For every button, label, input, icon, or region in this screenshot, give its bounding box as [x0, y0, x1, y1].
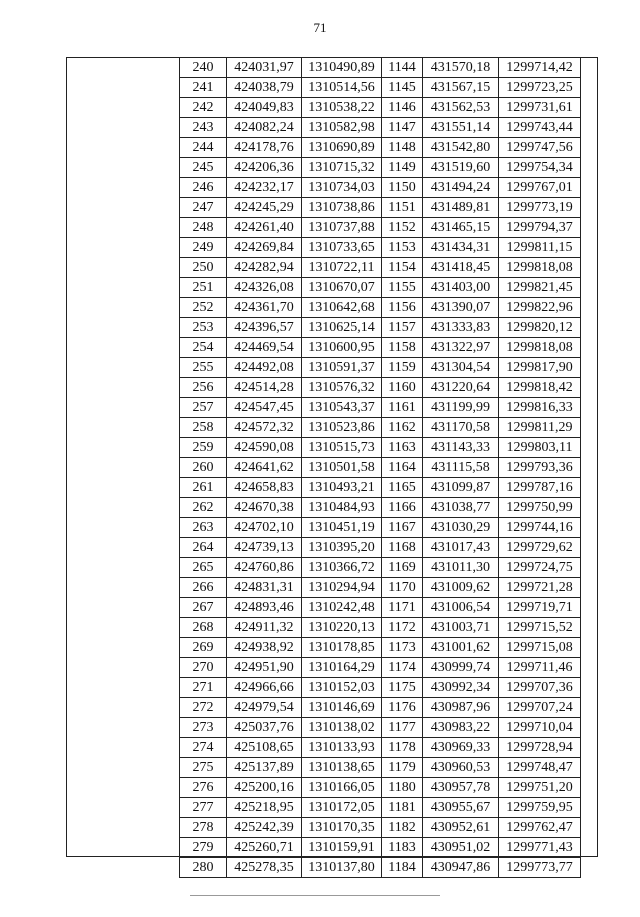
- table-cell: 1299803,11: [499, 438, 581, 458]
- table-cell: 1310591,37: [302, 358, 382, 378]
- table-cell: 1299748,47: [499, 758, 581, 778]
- table-cell: 1310576,32: [302, 378, 382, 398]
- table-cell: 424396,57: [227, 318, 302, 338]
- table-cell: 271: [180, 678, 227, 698]
- table-cell: 1299820,12: [499, 318, 581, 338]
- table-cell: 1299767,01: [499, 178, 581, 198]
- table-cell: 277: [180, 798, 227, 818]
- table-cell: 243: [180, 118, 227, 138]
- table-cell: 1171: [382, 598, 423, 618]
- table-cell: 1310642,68: [302, 298, 382, 318]
- table-row: [180, 198, 581, 218]
- table-cell: 1161: [382, 398, 423, 418]
- table-cell: 1299719,71: [499, 598, 581, 618]
- table-cell: 1299821,45: [499, 278, 581, 298]
- table-row: [180, 118, 581, 138]
- table-row: [180, 718, 581, 738]
- table-cell: 273: [180, 718, 227, 738]
- table-cell: 1299743,44: [499, 118, 581, 138]
- table-row: [180, 518, 581, 538]
- table-cell: 1310138,65: [302, 758, 382, 778]
- table-row: [180, 618, 581, 638]
- table-row: [180, 758, 581, 778]
- table-cell: 1299729,62: [499, 538, 581, 558]
- table-row: [180, 438, 581, 458]
- table-cell: 1310366,72: [302, 558, 382, 578]
- table-cell: 1299811,15: [499, 238, 581, 258]
- table-cell: 249: [180, 238, 227, 258]
- table-cell: 1150: [382, 178, 423, 198]
- table-cell: 256: [180, 378, 227, 398]
- table-cell: 424232,17: [227, 178, 302, 198]
- table-row: [180, 218, 581, 238]
- table-cell: 1310146,69: [302, 698, 382, 718]
- table-cell: 246: [180, 178, 227, 198]
- table-cell: 1162: [382, 418, 423, 438]
- table-cell: 241: [180, 78, 227, 98]
- table-cell: 431494,24: [423, 178, 499, 198]
- table-cell: 1299715,52: [499, 618, 581, 638]
- table-cell: 1170: [382, 578, 423, 598]
- table-cell: 1152: [382, 218, 423, 238]
- table-cell: 1178: [382, 738, 423, 758]
- table-cell: 1168: [382, 538, 423, 558]
- table-cell: 1310164,29: [302, 658, 382, 678]
- table-cell: 258: [180, 418, 227, 438]
- table-cell: 1160: [382, 378, 423, 398]
- table-cell: 431403,00: [423, 278, 499, 298]
- table-cell: 431465,15: [423, 218, 499, 238]
- table-cell: 278: [180, 818, 227, 838]
- table-cell: 276: [180, 778, 227, 798]
- table-cell: 1174: [382, 658, 423, 678]
- table-cell: 424760,86: [227, 558, 302, 578]
- table-cell: 424082,24: [227, 118, 302, 138]
- table-cell: 1310625,14: [302, 318, 382, 338]
- table-cell: 431418,45: [423, 258, 499, 278]
- table-cell: 431562,53: [423, 98, 499, 118]
- table-cell: 1310734,03: [302, 178, 382, 198]
- table-cell: 1172: [382, 618, 423, 638]
- table-cell: 1310166,05: [302, 778, 382, 798]
- table-cell: 267: [180, 598, 227, 618]
- table-cell: 1310137,80: [302, 858, 382, 878]
- table-cell: 1310738,86: [302, 198, 382, 218]
- table-cell: 1310501,58: [302, 458, 382, 478]
- table-cell: 1299793,36: [499, 458, 581, 478]
- table-cell: 1175: [382, 678, 423, 698]
- table-cell: 1310484,93: [302, 498, 382, 518]
- table-cell: 424702,10: [227, 518, 302, 538]
- table-cell: 1310395,20: [302, 538, 382, 558]
- table-row: [180, 298, 581, 318]
- table-cell: 1299723,25: [499, 78, 581, 98]
- table-cell: 424261,40: [227, 218, 302, 238]
- table-cell: 425200,16: [227, 778, 302, 798]
- table-cell: 1156: [382, 298, 423, 318]
- table-cell: 1176: [382, 698, 423, 718]
- table-cell: 251: [180, 278, 227, 298]
- table-cell: 1147: [382, 118, 423, 138]
- table-cell: 1299724,75: [499, 558, 581, 578]
- table-cell: 1310722,11: [302, 258, 382, 278]
- table-cell: 261: [180, 478, 227, 498]
- table-cell: 425137,89: [227, 758, 302, 778]
- table-cell: 1180: [382, 778, 423, 798]
- table-cell: 1299750,99: [499, 498, 581, 518]
- table-cell: 240: [180, 58, 227, 78]
- table-cell: 263: [180, 518, 227, 538]
- table-cell: 424326,08: [227, 278, 302, 298]
- table-row: [180, 78, 581, 98]
- table-cell: 431011,30: [423, 558, 499, 578]
- table-cell: 245: [180, 158, 227, 178]
- table-cell: 1310737,88: [302, 218, 382, 238]
- table-cell: 431099,87: [423, 478, 499, 498]
- table-cell: 430952,61: [423, 818, 499, 838]
- table-cell: 1151: [382, 198, 423, 218]
- table-cell: 1310523,86: [302, 418, 382, 438]
- table-cell: 1299811,29: [499, 418, 581, 438]
- table-cell: 425260,71: [227, 838, 302, 858]
- table-cell: 254: [180, 338, 227, 358]
- table-cell: 431030,29: [423, 518, 499, 538]
- table-cell: 275: [180, 758, 227, 778]
- table-cell: 1310514,56: [302, 78, 382, 98]
- table-cell: 1181: [382, 798, 423, 818]
- table-cell: 259: [180, 438, 227, 458]
- table-cell: 431304,54: [423, 358, 499, 378]
- table-cell: 1145: [382, 78, 423, 98]
- table-cell: 272: [180, 698, 227, 718]
- table-cell: 1310733,65: [302, 238, 382, 258]
- bottom-rule: [190, 895, 440, 896]
- table-row: [180, 838, 581, 858]
- table-cell: 1299744,16: [499, 518, 581, 538]
- table-cell: 431489,81: [423, 198, 499, 218]
- table-cell: 430960,53: [423, 758, 499, 778]
- table-cell: 1299714,42: [499, 58, 581, 78]
- table-cell: 1310538,22: [302, 98, 382, 118]
- table-cell: 250: [180, 258, 227, 278]
- table-cell: 1164: [382, 458, 423, 478]
- table-cell: 424893,46: [227, 598, 302, 618]
- table-cell: 242: [180, 98, 227, 118]
- table-cell: 1183: [382, 838, 423, 858]
- table-cell: 424245,29: [227, 198, 302, 218]
- table-row: [180, 678, 581, 698]
- table-cell: 1310172,05: [302, 798, 382, 818]
- table-cell: 424206,36: [227, 158, 302, 178]
- table-cell: 430955,67: [423, 798, 499, 818]
- table-cell: 1299817,90: [499, 358, 581, 378]
- table-cell: 255: [180, 358, 227, 378]
- table-cell: 1299822,96: [499, 298, 581, 318]
- table-cell: 1310600,95: [302, 338, 382, 358]
- table-cell: 424269,84: [227, 238, 302, 258]
- table-cell: 1148: [382, 138, 423, 158]
- table-cell: 430987,96: [423, 698, 499, 718]
- table-row: [180, 598, 581, 618]
- table-cell: 1165: [382, 478, 423, 498]
- table-cell: 1157: [382, 318, 423, 338]
- coordinates-table-body: [180, 58, 581, 878]
- table-cell: 424911,32: [227, 618, 302, 638]
- table-row: [180, 578, 581, 598]
- table-cell: 431199,99: [423, 398, 499, 418]
- table-cell: 424739,13: [227, 538, 302, 558]
- page-number: 71: [313, 20, 327, 35]
- table-cell: 280: [180, 858, 227, 878]
- table-cell: 430992,34: [423, 678, 499, 698]
- table-cell: 431115,58: [423, 458, 499, 478]
- left-empty-column: [66, 57, 180, 857]
- table-row: [180, 378, 581, 398]
- table-cell: 1299731,61: [499, 98, 581, 118]
- table-cell: 1144: [382, 58, 423, 78]
- table-row: [180, 738, 581, 758]
- table-row: [180, 418, 581, 438]
- table-cell: 1155: [382, 278, 423, 298]
- table-cell: 266: [180, 578, 227, 598]
- table-cell: 1179: [382, 758, 423, 778]
- table-cell: 264: [180, 538, 227, 558]
- table-cell: 1299762,47: [499, 818, 581, 838]
- table-cell: 431143,33: [423, 438, 499, 458]
- table-cell: 431551,14: [423, 118, 499, 138]
- table-cell: 430957,78: [423, 778, 499, 798]
- table-cell: 244: [180, 138, 227, 158]
- table-cell: 247: [180, 198, 227, 218]
- table-cell: 1310152,03: [302, 678, 382, 698]
- table-row: [180, 318, 581, 338]
- table-cell: 1299751,20: [499, 778, 581, 798]
- table-row: [180, 498, 581, 518]
- table-cell: 424938,92: [227, 638, 302, 658]
- table-cell: 1310133,93: [302, 738, 382, 758]
- table-cell: 431519,60: [423, 158, 499, 178]
- table-cell: 431390,07: [423, 298, 499, 318]
- table-cell: 1299771,43: [499, 838, 581, 858]
- table-cell: 424831,31: [227, 578, 302, 598]
- table-row: [180, 398, 581, 418]
- table-cell: 431567,15: [423, 78, 499, 98]
- table-cell: 431434,31: [423, 238, 499, 258]
- table-cell: 1158: [382, 338, 423, 358]
- table-cell: 1310451,19: [302, 518, 382, 538]
- table-cell: 430947,86: [423, 858, 499, 878]
- table-cell: 1299818,42: [499, 378, 581, 398]
- table-cell: 431038,77: [423, 498, 499, 518]
- table-cell: 430951,02: [423, 838, 499, 858]
- table-cell: 260: [180, 458, 227, 478]
- table-cell: 1310690,89: [302, 138, 382, 158]
- table-cell: 257: [180, 398, 227, 418]
- table-cell: 1299773,19: [499, 198, 581, 218]
- table-row: [180, 458, 581, 478]
- table-row: [180, 58, 581, 78]
- table-cell: 425037,76: [227, 718, 302, 738]
- table-cell: 424282,94: [227, 258, 302, 278]
- table-cell: 1310220,13: [302, 618, 382, 638]
- table-cell: 431001,62: [423, 638, 499, 658]
- table-cell: 1154: [382, 258, 423, 278]
- table-cell: 1310515,73: [302, 438, 382, 458]
- table-cell: 431003,71: [423, 618, 499, 638]
- table-row: [180, 658, 581, 678]
- table-cell: 431322,97: [423, 338, 499, 358]
- table-cell: 252: [180, 298, 227, 318]
- table-row: [180, 138, 581, 158]
- table-row: [180, 238, 581, 258]
- table-row: [180, 278, 581, 298]
- table-cell: 1299773,77: [499, 858, 581, 878]
- table-cell: 1310543,37: [302, 398, 382, 418]
- table-cell: 424361,70: [227, 298, 302, 318]
- table-cell: 425278,35: [227, 858, 302, 878]
- table-cell: 431006,54: [423, 598, 499, 618]
- table-cell: 1299754,34: [499, 158, 581, 178]
- table-cell: 1299816,33: [499, 398, 581, 418]
- table-cell: 1299707,24: [499, 698, 581, 718]
- table-row: [180, 858, 581, 878]
- table-row: [180, 358, 581, 378]
- table-cell: 431017,43: [423, 538, 499, 558]
- table-row: [180, 478, 581, 498]
- table-cell: 424547,45: [227, 398, 302, 418]
- table-cell: 424951,90: [227, 658, 302, 678]
- table-cell: 424049,83: [227, 98, 302, 118]
- table-cell: 1299721,28: [499, 578, 581, 598]
- table-cell: 424038,79: [227, 78, 302, 98]
- table-row: [180, 638, 581, 658]
- table-cell: 268: [180, 618, 227, 638]
- table-cell: 1299728,94: [499, 738, 581, 758]
- table-cell: 424670,38: [227, 498, 302, 518]
- table-cell: 424590,08: [227, 438, 302, 458]
- table-cell: 1153: [382, 238, 423, 258]
- table-cell: 424492,08: [227, 358, 302, 378]
- table-cell: 1310159,91: [302, 838, 382, 858]
- table-cell: 1299710,04: [499, 718, 581, 738]
- table-cell: 424641,62: [227, 458, 302, 478]
- table-cell: 1310294,94: [302, 578, 382, 598]
- table-row: [180, 178, 581, 198]
- table-row: [180, 818, 581, 838]
- table-cell: 1299747,56: [499, 138, 581, 158]
- table-cell: 430969,33: [423, 738, 499, 758]
- table-cell: 430999,74: [423, 658, 499, 678]
- table-cell: 1159: [382, 358, 423, 378]
- table-cell: 1163: [382, 438, 423, 458]
- table-cell: 1299787,16: [499, 478, 581, 498]
- table-cell: 431220,64: [423, 378, 499, 398]
- table-cell: 1146: [382, 98, 423, 118]
- table-cell: 424966,66: [227, 678, 302, 698]
- table-cell: 424469,54: [227, 338, 302, 358]
- table-cell: 431542,80: [423, 138, 499, 158]
- table-cell: 1310670,07: [302, 278, 382, 298]
- table-cell: 1173: [382, 638, 423, 658]
- table-row: [180, 798, 581, 818]
- table-cell: 265: [180, 558, 227, 578]
- table-cell: 1310582,98: [302, 118, 382, 138]
- table-row: [180, 778, 581, 798]
- table-cell: 1310138,02: [302, 718, 382, 738]
- table-cell: 424979,54: [227, 698, 302, 718]
- table-cell: 425218,95: [227, 798, 302, 818]
- table-cell: 1166: [382, 498, 423, 518]
- table-cell: 424658,83: [227, 478, 302, 498]
- table-cell: 424031,97: [227, 58, 302, 78]
- table-cell: 253: [180, 318, 227, 338]
- table-cell: 1310242,48: [302, 598, 382, 618]
- table-cell: 1299794,37: [499, 218, 581, 238]
- table-cell: 424178,76: [227, 138, 302, 158]
- table-row: [180, 258, 581, 278]
- table-cell: 269: [180, 638, 227, 658]
- table-cell: 425242,39: [227, 818, 302, 838]
- table-cell: 1169: [382, 558, 423, 578]
- table-cell: 248: [180, 218, 227, 238]
- table-cell: 424514,28: [227, 378, 302, 398]
- table-row: [180, 698, 581, 718]
- table-cell: 1310170,35: [302, 818, 382, 838]
- table-cell: 262: [180, 498, 227, 518]
- table-cell: 1310493,21: [302, 478, 382, 498]
- table-cell: 1310178,85: [302, 638, 382, 658]
- coordinates-table: [179, 57, 581, 878]
- table-cell: 1167: [382, 518, 423, 538]
- table-cell: 430983,22: [423, 718, 499, 738]
- table-cell: 424572,32: [227, 418, 302, 438]
- table-cell: 1177: [382, 718, 423, 738]
- table-cell: 431570,18: [423, 58, 499, 78]
- table-cell: 270: [180, 658, 227, 678]
- table-cell: 274: [180, 738, 227, 758]
- table-cell: 431333,83: [423, 318, 499, 338]
- table-cell: 431170,58: [423, 418, 499, 438]
- table-cell: 1310715,32: [302, 158, 382, 178]
- table-row: [180, 558, 581, 578]
- table-cell: 1299711,46: [499, 658, 581, 678]
- table-cell: 1299818,08: [499, 258, 581, 278]
- table-cell: 1299707,36: [499, 678, 581, 698]
- table-cell: 1299759,95: [499, 798, 581, 818]
- table-row: [180, 338, 581, 358]
- table-row: [180, 98, 581, 118]
- table-cell: 1184: [382, 858, 423, 878]
- table-cell: 279: [180, 838, 227, 858]
- table-cell: 1310490,89: [302, 58, 382, 78]
- table-cell: 1149: [382, 158, 423, 178]
- table-cell: 1299818,08: [499, 338, 581, 358]
- table-cell: 431009,62: [423, 578, 499, 598]
- table-row: [180, 538, 581, 558]
- table-cell: 425108,65: [227, 738, 302, 758]
- table-row: [180, 158, 581, 178]
- table-cell: 1182: [382, 818, 423, 838]
- table-cell: 1299715,08: [499, 638, 581, 658]
